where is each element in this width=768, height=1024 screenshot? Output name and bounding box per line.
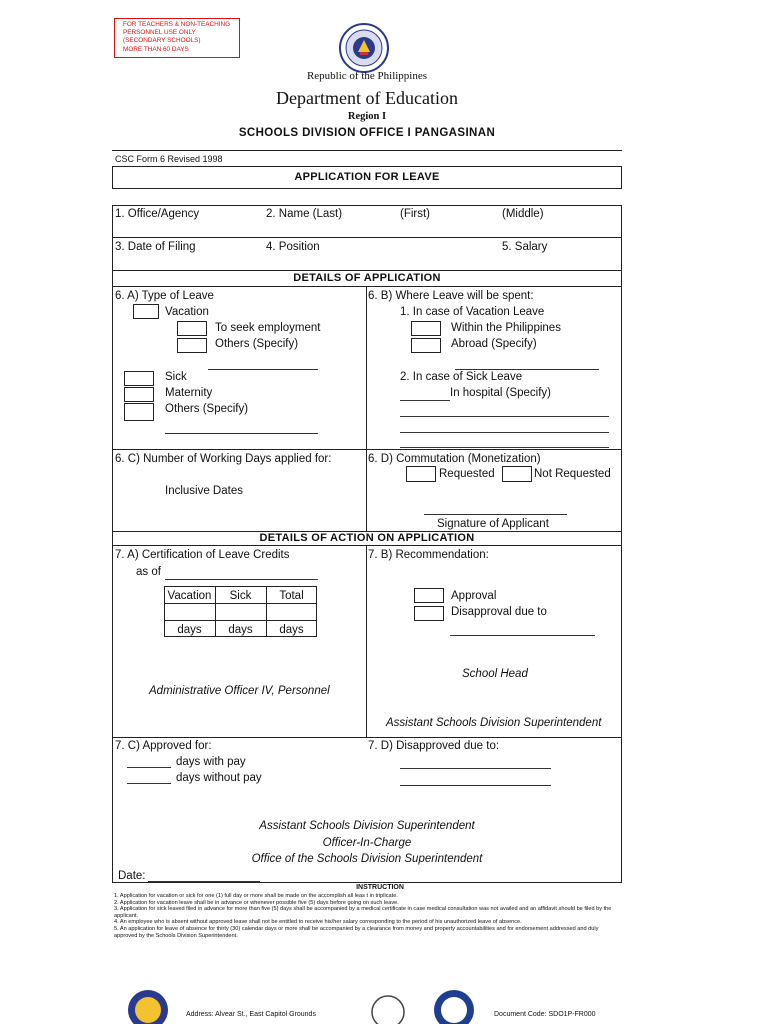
seek-employment-checkbox[interactable]	[177, 321, 207, 336]
table-header-vacation: Vacation	[167, 590, 212, 602]
requested-label: Requested	[439, 468, 495, 480]
instruction-item: 3. Application for sick leaved filed in advance for more than five (5) days shall be accompanied by a medical certificate in case medical consultation was not availed and an affidavit should be filed by the applicant.	[114, 906, 612, 919]
table-row-divider	[164, 603, 317, 604]
divider	[112, 237, 622, 238]
form-code: CSC Form 6 Revised 1998	[115, 154, 223, 164]
days-with-pay-label: days with pay	[176, 756, 246, 768]
specify-line[interactable]	[165, 433, 318, 434]
divider	[112, 737, 622, 738]
position-label: 4. Position	[266, 241, 320, 253]
signature-label: Signature of Applicant	[437, 518, 549, 530]
name-first-label: (First)	[400, 208, 431, 220]
sick-checkbox[interactable]	[124, 371, 154, 386]
requested-checkbox[interactable]	[406, 466, 436, 482]
disapproval-reason-line[interactable]	[450, 635, 595, 636]
others-sick-label: Others (Specify)	[165, 403, 249, 415]
instruction-item: 1. Application for vacation or sick for one (1) full day or more shall be made on the accomplish all leas t in triplicate.	[114, 893, 398, 899]
signature-line[interactable]	[424, 514, 567, 515]
others-vacation-checkbox[interactable]	[177, 338, 207, 353]
republic-text: Republic of the Philippines	[306, 70, 428, 82]
others-vacation-label: Others (Specify)	[215, 338, 299, 350]
office-label: 1. Office/Agency	[115, 208, 200, 220]
quality-seal-icon	[370, 992, 406, 1024]
maternity-checkbox[interactable]	[124, 387, 154, 402]
footer-address: Address: Alvear St., East Capitol Grounds	[186, 1011, 316, 1018]
department-title: Department of Education	[276, 88, 458, 108]
within-ph-checkbox[interactable]	[411, 321, 441, 336]
table-unit: days	[279, 624, 304, 636]
abroad-checkbox[interactable]	[411, 338, 441, 353]
as-of-label: as of	[136, 566, 161, 578]
divider	[112, 545, 622, 546]
instruction-list	[114, 893, 622, 939]
disapproved-due-label: 7. D) Disapproved due to:	[368, 740, 500, 752]
school-head-label: School Head	[462, 668, 528, 680]
deped-seal-icon	[338, 22, 390, 74]
divider	[112, 150, 622, 151]
notice-line: (SECONDARY SCHOOLS)	[123, 37, 201, 45]
date-filing-label: 3. Date of Filing	[115, 241, 196, 253]
column-divider	[366, 286, 367, 532]
disapproval-label: Disapproval due to	[451, 606, 547, 618]
commutation-label: 6. D) Commutation (Monetization)	[368, 453, 541, 465]
approval-label: Approval	[451, 590, 497, 602]
within-ph-label: Within the Philippines	[451, 322, 561, 334]
case-sick-label: 2. In case of Sick Leave	[400, 371, 523, 383]
table-unit: days	[177, 624, 202, 636]
specify-line[interactable]	[208, 369, 318, 370]
maternity-label: Maternity	[165, 387, 213, 399]
instruction-item: 4. An employee who is absent without approved leave shall not be entitled to receive his/her salary corresponding to the period of his unauthorized leave of absence.	[114, 919, 522, 926]
sdo-seal-icon	[126, 988, 170, 1024]
admin-officer-label: Administrative Officer IV, Personnel	[149, 685, 330, 697]
column-divider	[366, 545, 367, 738]
division-text: SCHOOLS DIVISION OFFICE I PANGASINAN	[238, 127, 496, 139]
asds-label: Assistant Schools Division Superintendent	[386, 717, 602, 729]
notice-line: MORE THAN 60 DAYS	[123, 45, 189, 53]
case-vacation-label: 1. In case of Vacation Leave	[400, 306, 545, 318]
region-text: Region I	[347, 111, 387, 122]
specify-line[interactable]	[400, 432, 609, 433]
footer-doc-code: Document Code: SDO1P-FR000	[494, 1011, 596, 1018]
table-header-total: Total	[279, 590, 304, 602]
table-row-divider	[164, 620, 317, 621]
seek-employment-label: To seek employment	[215, 322, 321, 334]
specify-line[interactable]	[400, 447, 609, 448]
action-title: DETAILS OF ACTION ON APPLICATION	[259, 532, 475, 544]
date-label: Date:	[118, 870, 146, 882]
instruction-item: 2. Application for vacation leave shall be in advance or whenever possible five (5) days before going on such leave.	[114, 899, 399, 906]
notice-box	[114, 18, 240, 58]
specify-line[interactable]	[400, 416, 609, 417]
as-of-line[interactable]	[165, 579, 318, 580]
days-without-pay-label: days without pay	[176, 772, 262, 784]
form-title: APPLICATION FOR LEAVE	[294, 171, 440, 183]
type-of-leave-label: 6. A) Type of Leave	[115, 290, 214, 302]
instruction-title: INSTRUCTION	[356, 884, 404, 891]
in-hospital-label: In hospital (Specify)	[450, 387, 551, 399]
instruction-item: 5. An application for leave of absence for thirty (30) calendar days or more shall be accompanied by a clearance from money and property accountabilities and for endorsement addressed and duly approved by the Schools Division Superintendent.	[114, 925, 599, 939]
abroad-label: Abroad (Specify)	[451, 338, 537, 350]
recommendation-label: 7. B) Recommendation:	[368, 549, 489, 561]
divider	[112, 270, 622, 271]
name-last-label: 2. Name (Last)	[266, 208, 343, 220]
working-days-label: 6. C) Number of Working Days applied for:	[115, 453, 332, 465]
where-spent-label: 6. B) Where Leave will be spent:	[368, 290, 534, 302]
certified-badge-icon	[430, 988, 478, 1024]
notice-line: PERSONNEL USE ONLY	[123, 29, 196, 37]
certification-label: 7. A) Certification of Leave Credits	[115, 549, 290, 561]
divider	[112, 286, 622, 287]
notice-line: FOR TEACHERS & NON-TEACHING	[123, 21, 231, 28]
asds-label: Assistant Schools Division Superintendent	[259, 820, 475, 832]
name-middle-label: (Middle)	[502, 208, 544, 220]
inclusive-dates-label: Inclusive Dates	[165, 485, 243, 497]
salary-label: 5. Salary	[502, 241, 548, 253]
vacation-label: Vacation	[165, 306, 209, 318]
others-sick-checkbox[interactable]	[124, 403, 154, 421]
table-unit: days	[228, 624, 253, 636]
approval-checkbox[interactable]	[414, 588, 444, 603]
approved-for-label: 7. C) Approved for:	[115, 740, 212, 752]
disapproval-checkbox[interactable]	[414, 606, 444, 621]
days-with-pay-line[interactable]	[127, 767, 171, 768]
hospital-blank-line[interactable]	[400, 400, 450, 401]
table-header-sick: Sick	[229, 590, 252, 602]
not-requested-checkbox[interactable]	[502, 466, 532, 482]
days-without-pay-line[interactable]	[127, 783, 171, 784]
vacation-checkbox[interactable]	[133, 304, 159, 319]
date-line[interactable]	[148, 881, 260, 882]
not-requested-label: Not Requested	[534, 468, 611, 480]
disapproved-reason-line[interactable]	[400, 785, 551, 786]
details-title: DETAILS OF APPLICATION	[293, 272, 441, 284]
office-sds-label: Office of the Schools Division Superintendent	[251, 853, 483, 865]
sick-label: Sick	[165, 371, 187, 383]
oic-label: Officer-In-Charge	[322, 837, 412, 849]
disapproved-reason-line[interactable]	[400, 768, 551, 769]
divider	[112, 449, 622, 450]
